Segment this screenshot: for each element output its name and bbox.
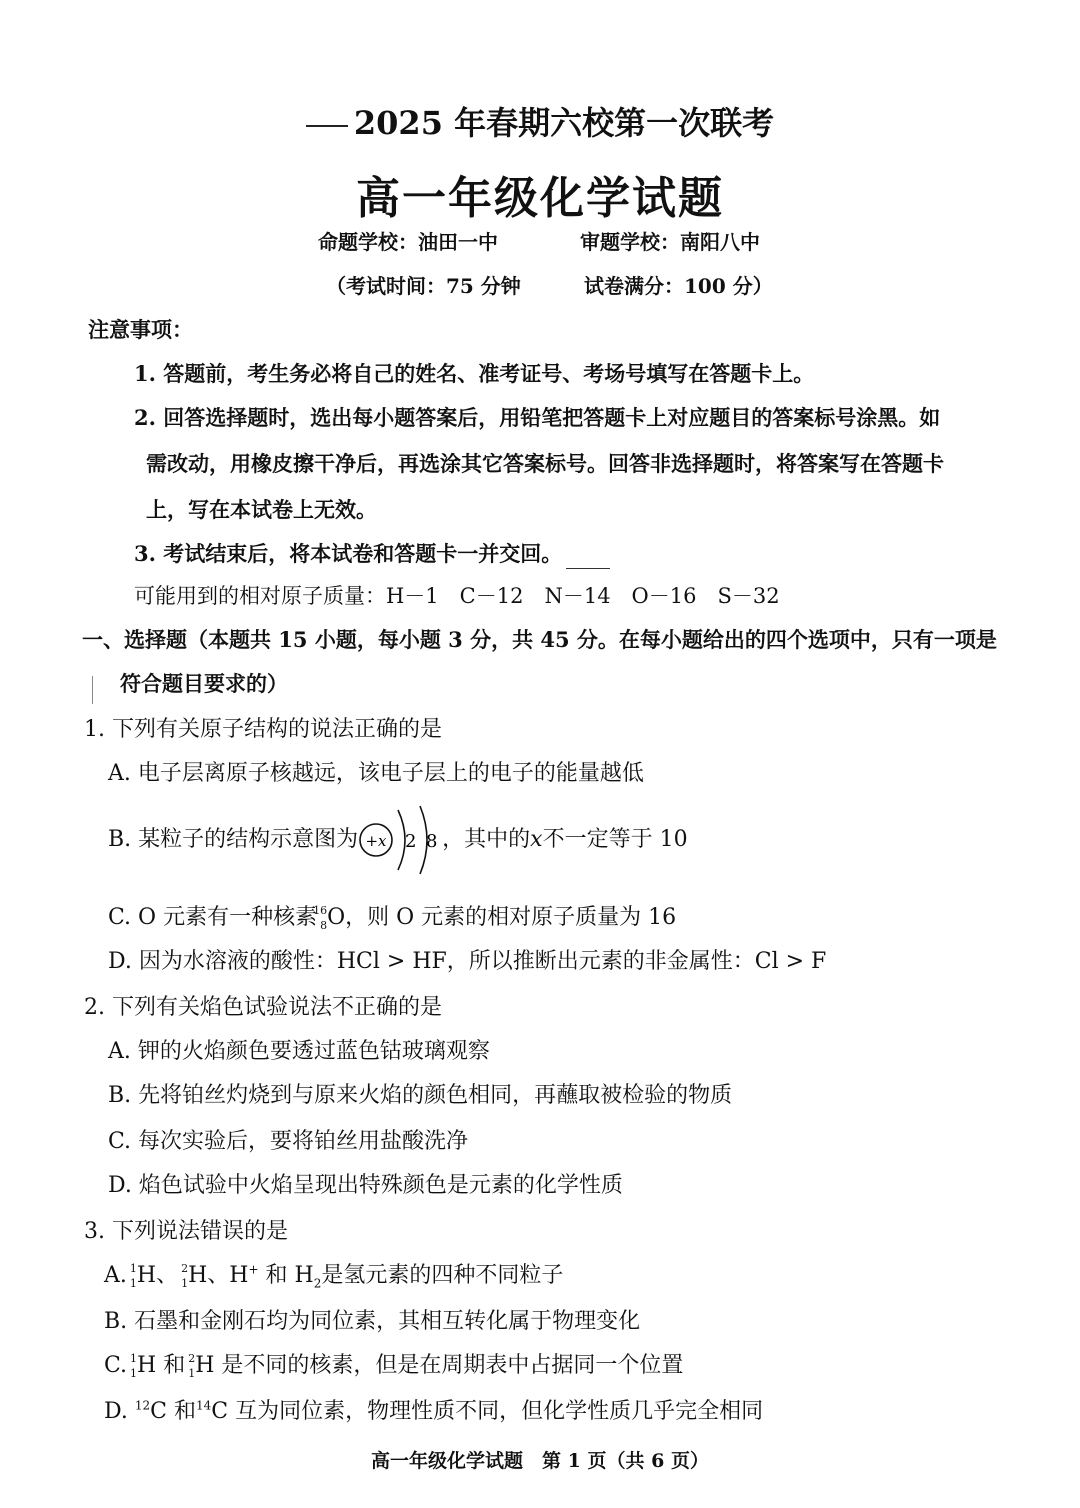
option-a: A. 钾的火焰颜色要透过蓝色钴玻璃观察 xyxy=(108,1039,490,1064)
page-footer: 高一年级化学试题 第 1 页（共 6 页） xyxy=(371,1450,709,1472)
notice-item: 1. 答题前，考生务必将自己的姓名、准考证号、考场号填写在答题卡上。 xyxy=(134,361,815,386)
exam-time: （考试时间：75 分钟 xyxy=(326,274,521,298)
option-b-comma: ，其中的 xyxy=(442,827,531,852)
nuclide-h1: 1 1 xyxy=(129,1262,137,1290)
question-stem: 3. 下列说法错误的是 xyxy=(84,1219,288,1244)
nuclide-h2: 2 1 xyxy=(188,1352,196,1380)
option-b-text: B. 某粒子的结构示意图为 xyxy=(108,827,359,852)
option-b: B. 先将铂丝灼烧到与原来火焰的颜色相同，再蘸取被检验的物质 xyxy=(108,1083,733,1108)
option-label: D. xyxy=(104,1399,128,1424)
option-b: B. 石墨和金刚石均为同位素，其相互转化属于物理变化 xyxy=(104,1309,641,1334)
mass-number: 14 xyxy=(195,1398,212,1413)
option-c-text: H 是不同的核素，但是在周期表中占据同一个位置 xyxy=(195,1353,684,1378)
option-label: A. xyxy=(104,1263,127,1288)
option-d-text: C 互为同位素，物理性质不同，但化学性质几乎完全相同 xyxy=(211,1399,764,1424)
title-dash xyxy=(306,125,348,127)
option-c xyxy=(104,1348,683,1379)
question-stem: 1. 下列有关原子结构的说法正确的是 xyxy=(84,717,442,742)
notice-item: 需改动，用橡皮擦干净后，再选涂其它答案标号。回答非选择题时，将答案写在答题卡 xyxy=(146,451,944,476)
mass-number: 12 xyxy=(134,1398,151,1413)
option-label: C. xyxy=(104,1353,128,1378)
exam-title-text: 2025 年春期六校第一次联考 xyxy=(353,104,775,142)
nuclide-h1: 1 1 xyxy=(130,1352,138,1380)
atom-structure-diagram xyxy=(358,800,442,880)
option-c-text: H 和 xyxy=(137,1353,186,1378)
exam-title xyxy=(0,98,1080,144)
notice-item: 上，写在本试卷上无效。 xyxy=(146,497,377,522)
shell-2-count: 8 xyxy=(426,831,438,852)
option-d xyxy=(104,1394,763,1425)
option-c: C. 每次实验后，要将铂丝用盐酸洗净 xyxy=(108,1129,469,1154)
option-a-text: H、 xyxy=(136,1263,179,1288)
atomic-mass-line: 可能用到的相对原子质量：H－1 C－12 N－14 O－16 S－32 xyxy=(134,584,780,608)
option-a-text: 是氢元素的四种不同粒子 xyxy=(321,1263,564,1288)
notice-item: 2. 回答选择题时，选出每小题答案后，用铅笔把答题卡上对应题目的答案标号涂黑。如 xyxy=(134,405,941,430)
subscript: 2 xyxy=(313,1276,322,1291)
option-a-text: 和 H xyxy=(258,1263,314,1288)
nucleus-label: +x xyxy=(365,832,387,850)
option-b-tail: 不一定等于 10 xyxy=(542,827,688,852)
nuclide-o16: 16 8 xyxy=(313,904,328,932)
author-school: 命题学校：油田一中 xyxy=(318,230,498,254)
option-d: D. 因为水溶液的酸性：HCl > HF，所以推断出元素的非金属性：Cl > F xyxy=(108,949,827,974)
question-stem: 2. 下列有关焰色试验说法不正确的是 xyxy=(84,995,442,1020)
scan-mark xyxy=(92,676,93,704)
option-c-tail: ，则 O 元素的相对原子质量为 16 xyxy=(345,905,677,930)
section-heading: 一、选择题（本题共 15 小题，每小题 3 分，共 45 分。在每小题给出的四个选项中，只有一项是 xyxy=(82,627,997,652)
option-b-var: x xyxy=(530,827,543,852)
nuclide-symbol: O xyxy=(327,905,346,930)
option-a-text: H、H xyxy=(188,1263,249,1288)
full-score: 试卷满分：100 分） xyxy=(584,274,773,298)
scan-mark xyxy=(566,568,610,569)
charge-sup: + xyxy=(248,1262,259,1277)
subject-title: 高一年级化学试题 xyxy=(356,173,724,224)
option-d: D. 焰色试验中火焰呈现出特殊颜色是元素的化学性质 xyxy=(108,1173,623,1198)
review-school: 审题学校：南阳八中 xyxy=(580,230,760,254)
option-d-text: C 和 xyxy=(150,1399,196,1424)
option-a: A. 电子层离原子核越远，该电子层上的电子的能量越低 xyxy=(108,761,644,786)
shell-1-count: 2 xyxy=(405,831,417,852)
option-b xyxy=(108,800,688,880)
notice-item: 3. 考试结束后，将本试卷和答题卡一并交回。 xyxy=(134,541,563,566)
option-c xyxy=(108,900,676,931)
section-heading-cont: 符合题目要求的） xyxy=(120,671,288,696)
notice-heading: 注意事项： xyxy=(88,317,193,342)
nuclide-h2: 2 1 xyxy=(181,1262,189,1290)
option-a xyxy=(104,1258,563,1290)
option-c-text: C. O 元素有一种核素 xyxy=(108,905,318,930)
